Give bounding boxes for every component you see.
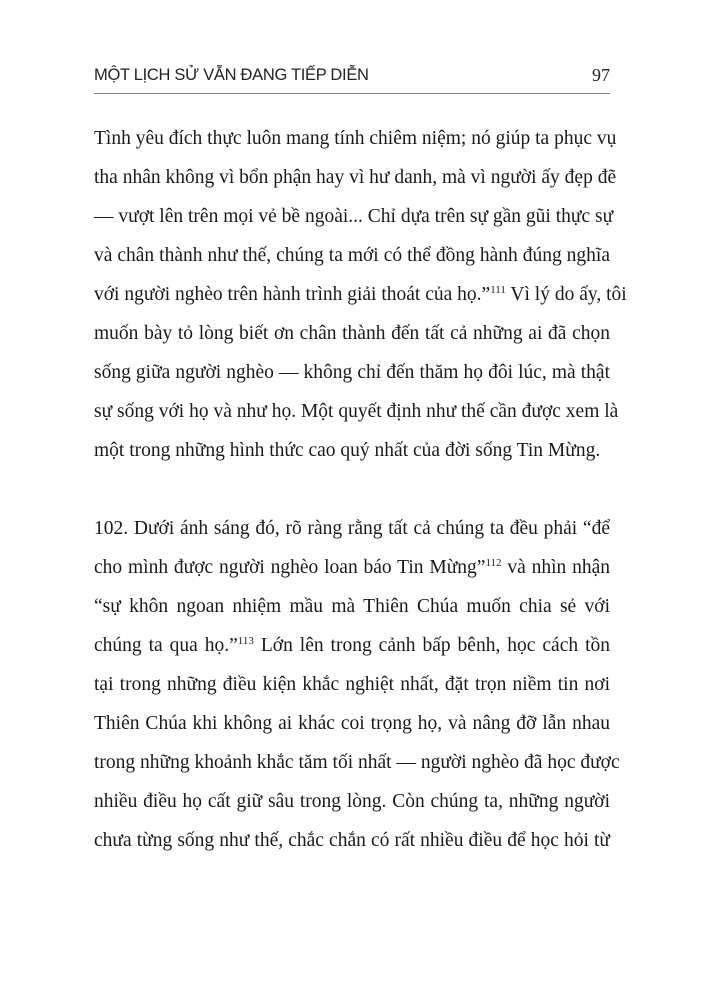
text-line — [94, 119, 617, 158]
text-line — [94, 197, 614, 236]
line-text: một trong những hình thức cao quý nhất của đời sống Tin Mừng. — [94, 440, 601, 461]
line-text: tại trong những điều kiện khắc nghiệt nhất, đặt trọn niềm tin nơi — [94, 674, 610, 695]
text-line — [94, 509, 610, 548]
page-number: 97 — [592, 65, 610, 85]
line-text: tha nhân không vì bổn phận hay vì hư danh, mà vì người ấy đẹp đẽ — [94, 167, 617, 188]
text-line — [94, 314, 610, 353]
text-line — [94, 353, 610, 392]
text-line — [94, 626, 610, 665]
line-text: muốn bày tỏ lòng biết ơn chân thành đến tất cả những ai đã chọn — [94, 323, 610, 344]
text-line — [94, 587, 610, 626]
line-text: — vượt lên trên mọi vẻ bề ngoài... Chỉ dựa trên sự gần gũi thực sự — [94, 206, 614, 227]
text-line — [94, 236, 610, 275]
line-text: 102. Dưới ánh sáng đó, rõ ràng rằng tất cả chúng ta đều phải “để — [94, 518, 610, 539]
footnote-marker: 112 — [485, 557, 502, 569]
text-line — [94, 548, 610, 587]
footnote-marker: 113 — [237, 635, 254, 647]
text-line — [94, 275, 627, 314]
text-line — [94, 431, 610, 470]
text-line — [94, 665, 610, 704]
line-text: sống giữa người nghèo — không chỉ đến thăm họ đôi lúc, mà thật — [94, 362, 610, 383]
footnote-marker: 111 — [490, 284, 506, 296]
text-line — [94, 704, 610, 743]
running-header — [94, 60, 610, 94]
line-text: Thiên Chúa khi không ai khác coi trọng họ, và nâng đỡ lẫn nhau — [94, 713, 610, 734]
paragraph-1 — [94, 119, 627, 470]
line-text: trong những khoảnh khắc tăm tối nhất — người nghèo đã học được — [94, 752, 620, 773]
line-text-continued: Lớn lên trong cảnh bấp bênh, học cách tồn — [253, 635, 610, 656]
text-line — [94, 158, 617, 197]
line-text: nhiều điều họ cất giữ sâu trong lòng. Còn chúng ta, những người — [94, 791, 610, 812]
line-text: cho mình được người nghèo loan báo Tin Mừng” — [94, 557, 486, 578]
text-line — [94, 392, 619, 431]
line-text: sự sống với họ và như họ. Một quyết định như thế cần được xem là — [94, 401, 619, 422]
line-text: và chân thành như thế, chúng ta mới có thể đồng hành đúng nghĩa — [94, 245, 610, 266]
line-text: chúng ta qua họ.” — [94, 635, 238, 656]
text-line — [94, 743, 620, 782]
paragraph-2 — [94, 509, 620, 860]
running-title: MỘT LỊCH SỬ VẪN ĐANG TIẾP DIỄN — [94, 66, 369, 84]
text-line — [94, 821, 610, 860]
line-text: “sự khôn ngoan nhiệm mầu mà Thiên Chúa muốn chia sẻ với — [94, 596, 610, 617]
line-text: Tình yêu đích thực luôn mang tính chiêm niệm; nó giúp ta phục vụ — [94, 128, 617, 149]
text-line — [94, 782, 610, 821]
line-text: chưa từng sống như thế, chắc chắn có rất nhiều điều để học hỏi từ — [94, 830, 610, 851]
line-text-continued: Vì lý do ấy, tôi — [505, 284, 627, 305]
line-text: với người nghèo trên hành trình giải thoát của họ.” — [94, 284, 491, 305]
line-text-continued: và nhìn nhận — [501, 557, 610, 578]
